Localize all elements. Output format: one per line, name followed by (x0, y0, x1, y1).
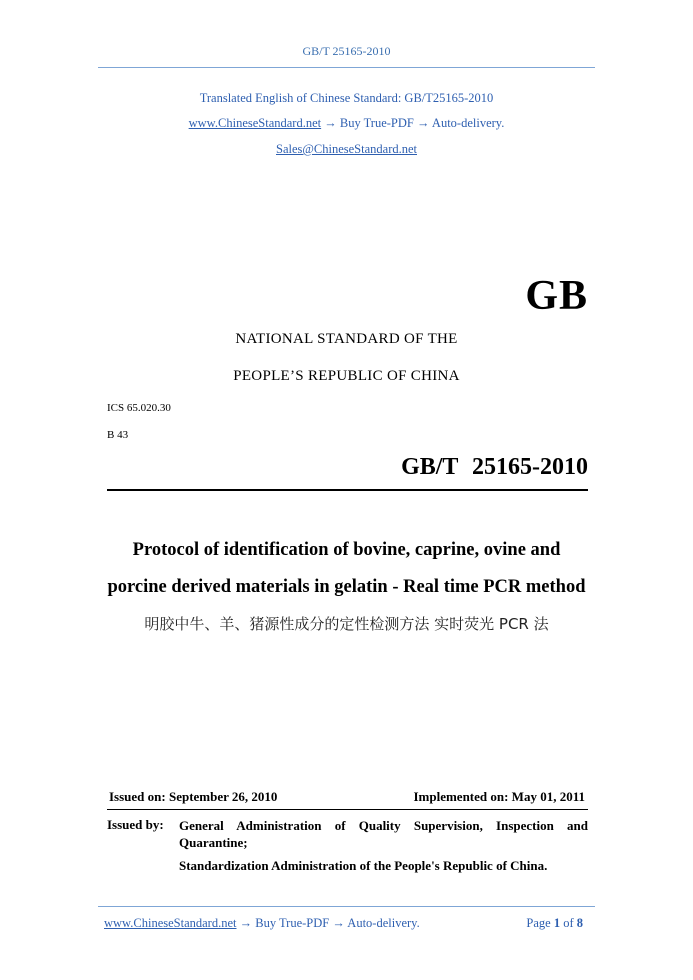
title-chinese: 明胶中牛、羊、猪源性成分的定性检测方法 实时荧光 PCR 法 (144, 615, 549, 633)
national-standard-line1: NATIONAL STANDARD OF THE (235, 331, 458, 347)
gb-logo: GB (525, 273, 588, 319)
footer-divider (98, 906, 595, 907)
title-english-line1: Protocol of identification of bovine, caprine, ovine and (132, 540, 561, 560)
page-current: 1 (553, 916, 561, 930)
purchase-notice (98, 116, 595, 131)
page-total: 8 (576, 916, 583, 930)
issuer-aqsiq: General Administration of Quality Supervision, Inspection and Quarantine; (179, 818, 588, 850)
translation-notice: Translated English of Chinese Standard: GB/T25165-2010 (199, 91, 494, 105)
email-notice (98, 142, 595, 157)
page-label: Page (526, 916, 551, 930)
email-link[interactable]: Sales@ChineseStandard.net (276, 142, 417, 156)
running-header: GB/T 25165-2010 (302, 44, 391, 58)
header-divider (98, 67, 595, 68)
footer-site-link[interactable]: www.ChineseStandard.net (104, 916, 237, 930)
implemented-date: Implemented on: May 01, 2011 (413, 789, 585, 804)
standard-number: GB/T 25165-2010 (401, 454, 588, 480)
title-english-line2: porcine derived materials in gelatin - Real time PCR method (107, 577, 586, 597)
footer-buy-text: → Buy True-PDF → Auto-delivery. (236, 916, 420, 930)
issued-by-label: Issued by: (107, 817, 164, 832)
issuer-sac: Standardization Administration of the People's Republic of China. (179, 858, 548, 873)
page-indicator (526, 916, 583, 931)
ics-code: ICS 65.020.30 (107, 402, 171, 414)
page-of: of (563, 916, 574, 930)
site-link[interactable]: www.ChineseStandard.net (188, 116, 322, 130)
footer-purchase (104, 916, 420, 931)
ccs-code: B 43 (107, 429, 129, 441)
buy-text: → Buy True-PDF → Auto-delivery. (321, 116, 505, 130)
national-standard-line2: PEOPLE’S REPUBLIC OF CHINA (233, 368, 460, 384)
issued-date: Issued on: September 26, 2010 (109, 789, 278, 804)
dates-rule (107, 809, 588, 810)
standard-number-rule (107, 489, 588, 491)
